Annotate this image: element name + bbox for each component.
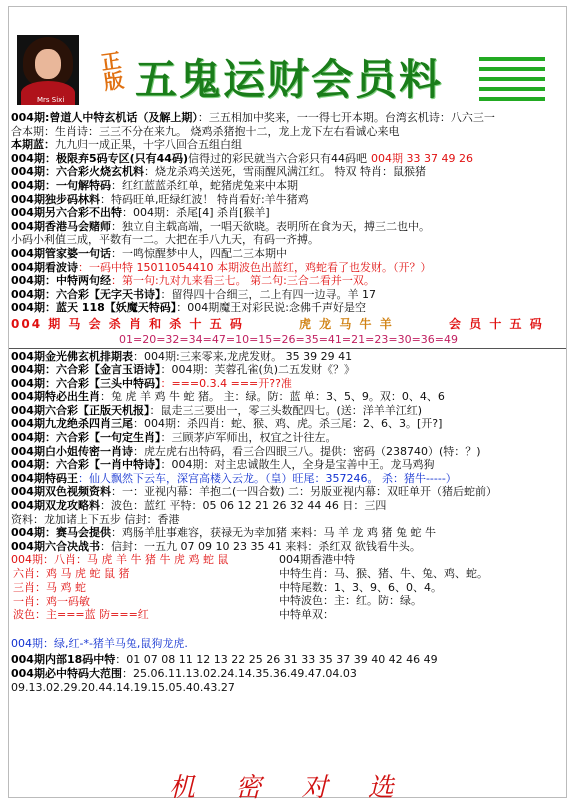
section-key: 独步码林料 bbox=[44, 192, 100, 206]
section-text: ：004期：对主忠诚散生人，全身是宝善中王。龙马鸡狗 bbox=[160, 458, 435, 472]
issue-label: 004期 bbox=[11, 219, 45, 233]
section-text: 09.13.02.29.20.44.14.19.15.05.40.43.27 bbox=[11, 680, 235, 694]
info-line bbox=[9, 417, 566, 431]
section-text: 小码小利值三成，平数有一二。大把在手八九天，有码一齐搏。 bbox=[11, 233, 319, 247]
section-text: ：===0.3.4 ===开??准 bbox=[160, 376, 292, 390]
section-key: 另六合彩不出特 bbox=[44, 206, 122, 220]
box-right-title: 004期香港中特 bbox=[279, 553, 355, 567]
issue-label: 004期 bbox=[11, 192, 45, 206]
info-line bbox=[9, 274, 566, 288]
info-line bbox=[9, 499, 566, 513]
box-right-line: 中特生肖：马、猴、猪、牛、兔、鸡、蛇。 bbox=[279, 567, 488, 580]
info-line bbox=[9, 125, 566, 139]
kill-row-left: 004 期 马 会 杀 肖 和 杀 十 五 码 bbox=[11, 316, 244, 331]
header bbox=[9, 7, 566, 111]
info-line bbox=[9, 261, 566, 275]
info-line bbox=[9, 445, 566, 459]
issue-label: 004期： bbox=[11, 274, 56, 288]
section-text: ：鸡肠羊肚事难容，获禄无为幸加猪 来料：马 羊 龙 鸡 猪 兔 蛇 牛 bbox=[110, 526, 436, 540]
info-line bbox=[9, 485, 566, 499]
info-line bbox=[9, 513, 566, 527]
info-line bbox=[9, 138, 566, 152]
info-line bbox=[9, 526, 566, 540]
section-key: 内部18码中特 bbox=[44, 653, 116, 667]
section-key: 六合彩【一肖中特诗】 bbox=[55, 458, 161, 472]
info-line bbox=[9, 193, 566, 207]
kill-row-mid: 虎 龙 马 牛 羊 bbox=[299, 316, 394, 331]
section-text: ：兔 虎 羊 鸡 牛 蛇 猪。 主：绿。防：蓝 单：3、5、9。双：0、4、6 bbox=[99, 390, 445, 404]
issue-label: 004期： bbox=[11, 178, 56, 192]
box-left-line: 三肖：马 鸡 蛇 bbox=[13, 581, 86, 594]
box-right-line: 中特单双： bbox=[279, 607, 334, 621]
section-key: 一句解特码 bbox=[55, 178, 111, 192]
info-line bbox=[9, 165, 566, 179]
info-lines bbox=[9, 111, 566, 315]
page-title: 五鬼运财会员料 bbox=[135, 55, 444, 104]
section-text: ：004期：杀四肖：蛇、猴、鸡、虎。杀三尾：2、6、3。[开?] bbox=[132, 417, 443, 431]
issue-label: 004期： bbox=[11, 301, 56, 315]
info-line bbox=[9, 233, 566, 247]
section-key: 特必出生肖 bbox=[44, 390, 100, 404]
section-key: 香港马会赌师 bbox=[44, 219, 111, 233]
section-extra: 004期 33 37 49 26 bbox=[370, 151, 473, 165]
info-line bbox=[9, 220, 566, 234]
section-text: ：信封：一五九 07 09 10 23 35 41 来料：杀红双 欲钱看牛头。 bbox=[99, 539, 421, 553]
info-line bbox=[9, 458, 566, 472]
seal-logo: 正版 bbox=[96, 49, 126, 93]
section-text: ：一码中特 15011054410 本期波色出蓝红，鸡蛇看了也发财。（开？） bbox=[77, 260, 432, 274]
issue-label: 004期 bbox=[11, 653, 45, 667]
decorative-bars-icon bbox=[477, 51, 547, 103]
summary-box bbox=[9, 553, 566, 653]
footer-slogan: 机 密 对 选 bbox=[169, 773, 410, 803]
section-text: 合本期：生肖诗：三三不分在来九。 烧鸡杀猪抱十二，龙上龙下左右看诚心来电 bbox=[11, 124, 400, 138]
section-text: ：独立自主载高端，一唱天欲晓。表明所在食为天，搏三二也中。 bbox=[110, 219, 430, 233]
box-last: 004期：绿,红-*-猪羊马兔,鼠狗龙虎. bbox=[11, 637, 188, 651]
section-text: ：烧龙杀鸡关送死，雪雨醒风满江红。 特双 特肖：鼠猴猪 bbox=[143, 165, 426, 179]
section-key: 双龙攻略料 bbox=[44, 499, 100, 513]
issue-label: 本期蓝： bbox=[11, 138, 55, 152]
issue-label: 004期 bbox=[11, 417, 45, 431]
section-text: 九九归一成正果，十字八回合五组白组 bbox=[55, 138, 242, 152]
section-key: 六合彩【三头中特码】 bbox=[55, 376, 161, 390]
section-key: 双色视频资料 bbox=[44, 485, 111, 499]
issue-label: 004期： bbox=[11, 526, 56, 540]
section-text: ：特码旺单,旺绿红波！ 特肖看好:羊牛猪鸡 bbox=[99, 192, 309, 206]
section-text: ：红红蓝蓝杀红单，蛇猪虎兔来中本期 bbox=[110, 178, 298, 192]
section-text: ：25.06.11.13.02.24.14.35.36.49.47.04.03 bbox=[121, 667, 357, 680]
info-lines-2 bbox=[9, 350, 566, 554]
info-line bbox=[9, 377, 566, 391]
issue-label: 004期 bbox=[11, 485, 45, 499]
issue-label: 004期 bbox=[11, 471, 45, 485]
info-line bbox=[9, 247, 566, 261]
issue-label: 004期 bbox=[11, 499, 45, 513]
page-frame bbox=[8, 6, 567, 803]
info-line bbox=[9, 681, 566, 695]
issue-label: 004期 bbox=[11, 539, 45, 553]
section-key: 极限弃5码专区(只有44码) bbox=[55, 151, 188, 165]
section-key: 蓝天 118【妖魔天特码】 bbox=[55, 301, 177, 315]
issue-label: 004期: bbox=[11, 111, 50, 124]
section-key: 六合彩【无字天书诗】 bbox=[55, 287, 161, 301]
issue-label: 004期： bbox=[11, 287, 56, 301]
section-text: ：004期:三来零来,龙虎发财。 35 39 29 41 bbox=[132, 349, 353, 363]
section-key: 必中特码大范围 bbox=[44, 667, 122, 680]
info-line bbox=[9, 431, 566, 445]
info-line bbox=[9, 350, 566, 364]
issue-label: 004期 bbox=[11, 349, 45, 363]
section-key: 金光佛玄机排期表 bbox=[44, 349, 133, 363]
section-key: 六合决战书 bbox=[44, 539, 100, 553]
info-line bbox=[9, 540, 566, 554]
box-right-line: 中特尾数：1、3、9、6、0、4。 bbox=[279, 580, 442, 594]
info-line bbox=[9, 301, 566, 315]
info-line bbox=[9, 288, 566, 302]
info-line bbox=[9, 404, 566, 418]
section-text: ：鼠走三三要出一，零三头数配四七。(送：洋羊羊江红) bbox=[149, 403, 423, 417]
section-key: 六合彩【金言玉语诗】 bbox=[55, 363, 161, 377]
issue-label: 004期 bbox=[11, 206, 45, 220]
section-text: ：三五相加中奖来，一一得七开本期。台湾玄机诗：八六三一 bbox=[197, 111, 495, 124]
avatar-photo bbox=[17, 35, 79, 105]
section-text: ：004期：芙蓉孔雀(负)二五发财《？》 bbox=[160, 363, 356, 377]
section-text: ：第一句:九对九来看三七。 第二句:三合二看并一双。 bbox=[110, 274, 375, 288]
issue-label: 004期： bbox=[11, 165, 56, 179]
info-line bbox=[9, 472, 566, 486]
kill-row bbox=[9, 315, 566, 333]
section-key: 赛马会提供 bbox=[55, 526, 111, 540]
section-text: ：虎左虎右出特码，看三合四眼三八。提供：密码（238740）(特：？) bbox=[132, 444, 481, 458]
issue-label: 004期： bbox=[11, 376, 56, 390]
issue-label: 004期： bbox=[11, 363, 56, 377]
section-key: 六合彩火烧玄机料 bbox=[55, 165, 144, 179]
box-left-line: 一肖：鸡一码敏 bbox=[13, 594, 90, 608]
section-key: 六合彩【一句定生肖】 bbox=[55, 431, 161, 445]
section-key: 管家婆一句话 bbox=[44, 246, 111, 260]
section-text: ：一：亚视内幕：羊抱二(一四合数) 二：另版亚视内幕：双旺单开（猪后蛇前） bbox=[110, 485, 498, 499]
section-text: ：波色：蓝红 平特：05 06 12 21 26 32 44 46 日：三四 bbox=[99, 499, 387, 513]
kill-row-right: 会 员 十 五 码 bbox=[449, 316, 544, 331]
section-key: 白小姐传密一肖诗 bbox=[44, 444, 133, 458]
box-right-line: 中特波色：主：红。防：绿。 bbox=[279, 594, 422, 608]
info-line bbox=[9, 152, 566, 166]
box-left-line: 波色：主===蓝 防===红 bbox=[13, 608, 149, 622]
section-text: ：仙人飘然下云车，深宫高楼入云龙。（皇）旺尾：357246。 杀：猪牛-----） bbox=[77, 471, 457, 485]
issue-label: 004期 bbox=[11, 444, 45, 458]
section-text: ：01 07 08 11 12 13 22 25 26 31 33 35 37 39 40 42 46 49 bbox=[115, 653, 438, 667]
info-line bbox=[9, 667, 566, 681]
issue-label: 004期 bbox=[11, 260, 45, 274]
box-left-line: 六肖：鸡 马 虎 蛇 鼠 猪 bbox=[13, 567, 130, 581]
box-title: 004期：八肖：马 虎 羊 牛 猪 牛 虎 鸡 蛇 鼠 bbox=[11, 553, 229, 567]
section-text: ：三顾茅庐军师出，权宜之计往左。 bbox=[160, 431, 337, 445]
section-key: 看波诗 bbox=[44, 260, 78, 274]
kill-numbers: 01=20=32=34=47=10=15=26=35=41=21=23=30=36=49 bbox=[119, 332, 458, 346]
section-text: ：一鸣惊醒梦中人，四配二三本期中 bbox=[110, 246, 287, 260]
end-lines bbox=[9, 653, 566, 694]
info-line bbox=[9, 653, 566, 667]
section-key: 九龙绝杀四肖三尾 bbox=[44, 417, 133, 431]
section-text: ：004期魔王对彩民说:念佛千声好是空 bbox=[176, 301, 366, 315]
info-line bbox=[9, 206, 566, 220]
info-line bbox=[9, 390, 566, 404]
section-key: 【正版天机报】 bbox=[77, 403, 150, 417]
issue-label: 004期： bbox=[11, 151, 56, 165]
box-right bbox=[277, 553, 488, 621]
section-key: 中特两句经 bbox=[55, 274, 111, 288]
issue-label: 004期： bbox=[11, 431, 56, 445]
content-list bbox=[9, 111, 566, 694]
section-key: 曾道人中特玄机话（及解上期） bbox=[49, 111, 198, 124]
info-line bbox=[9, 179, 566, 193]
section-key: 特码王 bbox=[44, 471, 78, 485]
issue-label: 004期六合彩 bbox=[11, 403, 78, 417]
info-line bbox=[9, 363, 566, 377]
section-text: ：004期：杀尾[4] 杀肖[猴羊] bbox=[121, 206, 270, 220]
box-left bbox=[11, 567, 149, 621]
section-text: 信得过的彩民就当六合彩只有44码吧 bbox=[187, 151, 367, 165]
issue-label: 004期 bbox=[11, 390, 45, 404]
issue-label: 004期 bbox=[11, 667, 45, 680]
section-text: ：留得四十合细三，二上有四一边寻。羊 17 bbox=[160, 287, 376, 301]
issue-label: 004期 bbox=[11, 246, 45, 260]
info-line bbox=[9, 111, 566, 125]
issue-label: 004期： bbox=[11, 458, 56, 472]
photo-caption: Mrs Sixi bbox=[37, 96, 65, 104]
section-text: 资料：龙加诸上下五步 信封：香港 bbox=[11, 512, 180, 526]
